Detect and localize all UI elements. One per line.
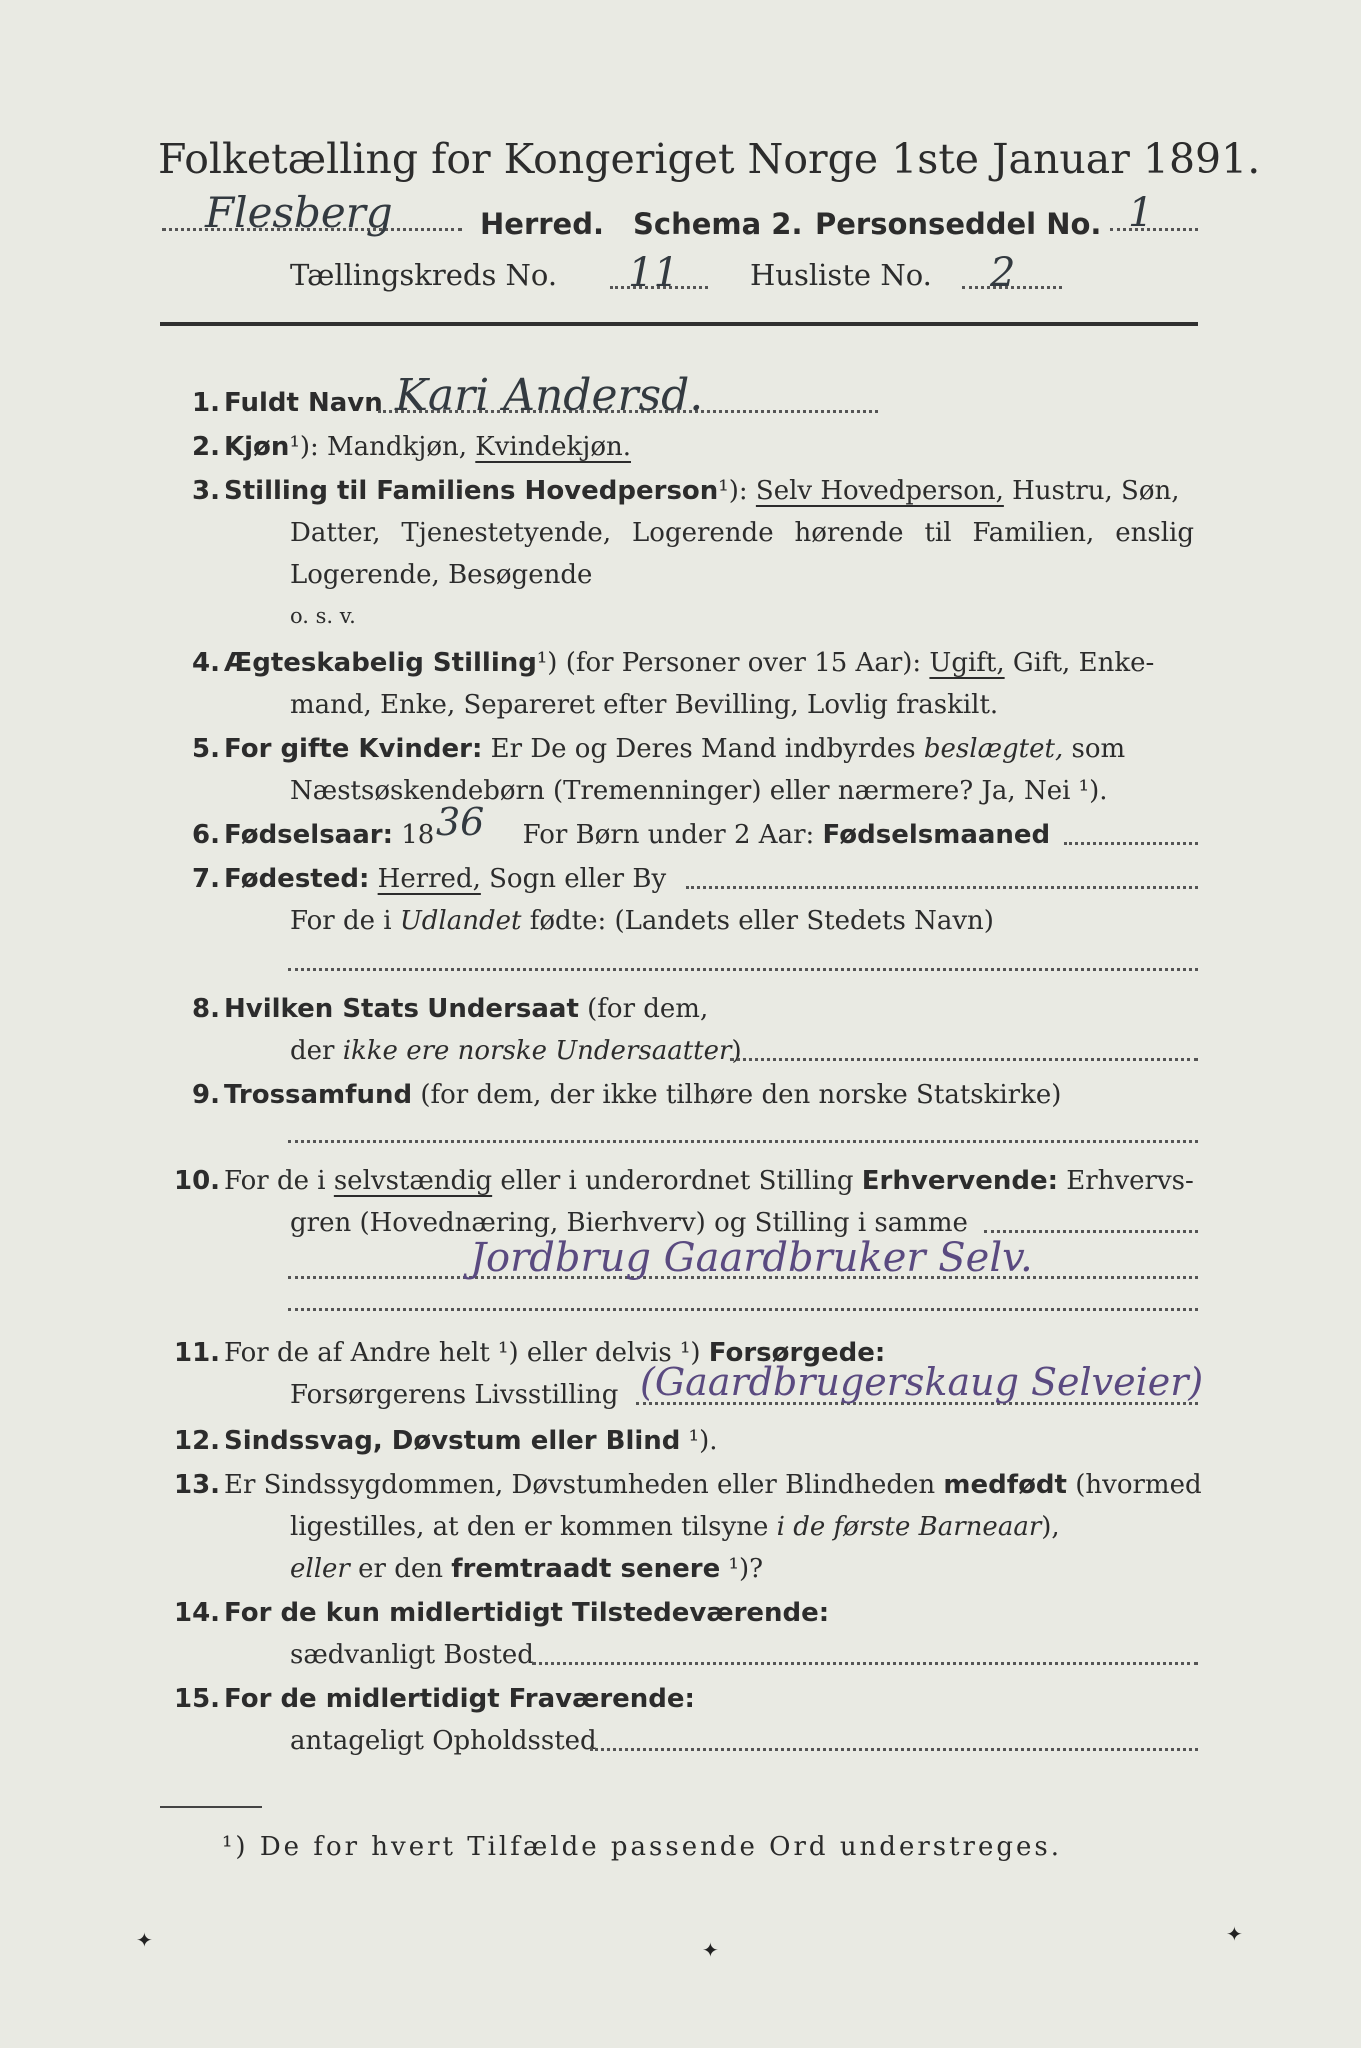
item-3-line-2: Datter, Tjenestetyende, Logerende hørende til Familien, enslig bbox=[290, 518, 1194, 548]
item-3-line-3: Logerende, Besøgende bbox=[290, 560, 593, 590]
handwritten-name: Kari Andersd. bbox=[395, 370, 704, 421]
item-2-selected: Kvindekjøn. bbox=[475, 432, 631, 462]
item-2-number: 2. bbox=[192, 432, 220, 462]
header-rule bbox=[160, 322, 1198, 326]
item-7-line-2: For de i Udlandet fødte: (Landets eller Stedets Navn) bbox=[290, 906, 994, 936]
item-14-dotted-line bbox=[532, 1662, 1198, 1665]
item-13-number: 13. bbox=[174, 1470, 221, 1500]
item-5-number: 5. bbox=[192, 734, 220, 764]
personseddel-dotted-line bbox=[1110, 228, 1198, 231]
form-title: Folketælling for Kongeriget Norge 1ste Januar 1891. bbox=[158, 135, 1261, 183]
item-5-line-2: Næstsøskendebørn (Tremenninger) eller nærmere? Ja, Nei ¹). bbox=[290, 776, 1108, 806]
item-10-line-1: For de i selvstændig eller i underordnet Stilling Erhvervende: Erhvervs- bbox=[224, 1166, 1194, 1196]
handwritten-herred: Flesberg bbox=[205, 188, 393, 237]
item-15-number: 15. bbox=[174, 1684, 221, 1714]
handwritten-personseddel-no: 1 bbox=[1128, 190, 1154, 236]
item-7-number: 7. bbox=[192, 864, 220, 894]
husliste-label: Husliste No. bbox=[750, 258, 932, 292]
item-10-line-2: gren (Hovednæring, Bierhverv) og Stilling i samme bbox=[290, 1208, 968, 1238]
item-15-line-2: antageligt Opholdssted bbox=[290, 1726, 597, 1756]
item-6-dotted-line bbox=[1064, 842, 1198, 845]
footnote-rule bbox=[160, 1806, 262, 1808]
herred-label: Herred. bbox=[480, 207, 604, 241]
item-14-label: For de kun midlertidigt Tilstedeværende: bbox=[224, 1598, 830, 1628]
handwritten-birth-year: 36 bbox=[436, 800, 485, 844]
item-15-label: For de midlertidigt Fraværende: bbox=[224, 1684, 695, 1714]
item-5-line-1: For gifte Kvinder: Er De og Deres Mand indbyrdes beslægtet, som bbox=[224, 734, 1126, 764]
speck-mark: ✦ bbox=[702, 1938, 719, 1962]
item-6-number: 6. bbox=[192, 820, 220, 850]
item-10-dotted-line bbox=[984, 1230, 1198, 1233]
item-9-line-1: Trossamfund (for dem, der ikke tilhøre den norske Statskirke) bbox=[224, 1080, 1062, 1110]
item-8-number: 8. bbox=[192, 994, 220, 1024]
item-13-line-1: Er Sindssygdommen, Døvstumheden eller Blindheden medfødt (hvormed bbox=[224, 1470, 1202, 1500]
item-6-line-1: Fødselsaar: 18 For Børn under 2 Aar: Fødselsmaaned bbox=[224, 820, 1051, 850]
item-4-selected: Ugift, bbox=[929, 648, 1005, 678]
item-8-dotted-line bbox=[730, 1058, 1198, 1061]
handwritten-tellingskreds-no: 11 bbox=[628, 250, 679, 296]
item-7-selected: Herred, bbox=[377, 864, 481, 894]
item-8-line-1: Hvilken Stats Undersaat (for dem, bbox=[224, 994, 709, 1024]
speck-mark: ✦ bbox=[1226, 1922, 1243, 1946]
tellingskreds-label: Tællingskreds No. bbox=[290, 258, 558, 292]
item-3-selected: Selv Hovedperson, bbox=[755, 476, 1004, 506]
personseddel-label: Personseddel No. bbox=[815, 207, 1102, 241]
item-4-line-2: mand, Enke, Separeret efter Bevilling, Lovlig fraskilt. bbox=[290, 690, 999, 720]
handwritten-occupation: Jordbrug Gaardbruker Selv. bbox=[470, 1235, 1033, 1281]
item-7-dotted-line-2 bbox=[288, 968, 1198, 971]
item-3-line-1: Stilling til Familiens Hovedperson¹): Selv Hovedperson, Hustru, Søn, bbox=[224, 476, 1180, 506]
speck-mark: ✦ bbox=[136, 1928, 153, 1952]
item-3-number: 3. bbox=[192, 476, 220, 506]
item-1-number: 1. bbox=[192, 388, 220, 418]
item-1-label: Fuldt Navn bbox=[224, 388, 383, 418]
item-11-line-2: Forsørgerens Livsstilling bbox=[290, 1380, 619, 1410]
item-15-dotted-line bbox=[590, 1748, 1198, 1751]
item-14-number: 14. bbox=[174, 1598, 221, 1628]
schema-label: Schema 2. bbox=[633, 207, 803, 241]
footnote: ¹) De for hvert Tilfælde passende Ord understreges. bbox=[222, 1832, 1063, 1862]
handwritten-provider: (Gaardbrugerskaug Selveier) bbox=[640, 1360, 1204, 1404]
item-13-line-2: ligestilles, at den er kommen tilsyne i de første Barneaar), bbox=[290, 1512, 1060, 1542]
item-7-dotted-line bbox=[686, 886, 1198, 889]
item-3-line-4: o. s. v. bbox=[290, 604, 356, 628]
item-4-number: 4. bbox=[192, 648, 220, 678]
item-9-dotted-line bbox=[288, 1140, 1198, 1143]
item-7-line-1: Fødested: Herred, Sogn eller By bbox=[224, 864, 667, 894]
item-12-line-1: Sindssvag, Døvstum eller Blind ¹). bbox=[224, 1426, 718, 1456]
item-11-number: 11. bbox=[174, 1338, 221, 1368]
handwritten-husliste-no: 2 bbox=[990, 250, 1016, 296]
item-4-line-1: Ægteskabelig Stilling¹) (for Personer over 15 Aar): Ugift, Gift, Enke- bbox=[224, 648, 1155, 678]
item-10-number: 10. bbox=[174, 1166, 221, 1196]
item-10-selected: selvstændig bbox=[333, 1166, 493, 1196]
item-10-dotted-line-3 bbox=[288, 1308, 1198, 1311]
item-9-number: 9. bbox=[192, 1080, 220, 1110]
item-2-text: Kjøn¹): Mandkjøn, Kvindekjøn. bbox=[224, 432, 631, 462]
item-11-line-1: For de af Andre helt ¹) eller delvis ¹) Forsørgede: bbox=[224, 1338, 886, 1368]
item-13-line-3: eller er den fremtraadt senere ¹)? bbox=[290, 1554, 764, 1584]
item-14-line-2: sædvanligt Bosted bbox=[290, 1640, 534, 1670]
item-8-line-2: der ikke ere norske Undersaatter) bbox=[290, 1036, 742, 1066]
item-12-number: 12. bbox=[174, 1426, 221, 1456]
